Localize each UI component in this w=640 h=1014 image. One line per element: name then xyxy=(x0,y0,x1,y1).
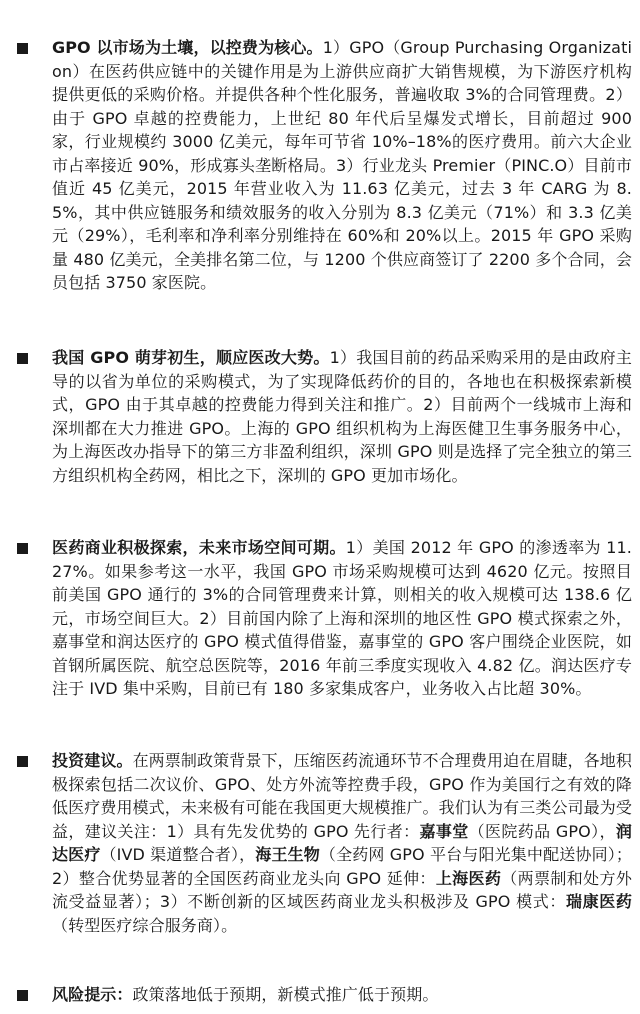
company-name: 上海医药 xyxy=(435,868,502,888)
paragraph-heading: GPO 以市场为土壤，以控费为核心。 xyxy=(52,38,323,57)
paragraph-text xyxy=(52,36,632,295)
bullet-square-icon xyxy=(17,990,28,1001)
company-name: 润达医疗 xyxy=(52,821,632,864)
bullet-square-icon xyxy=(17,543,28,554)
paragraph-text xyxy=(52,983,632,1007)
bullet-square-icon xyxy=(17,756,28,767)
paragraph-body: （全药网 GPO 平台与阳光集中配送协同）；2）整合优势显著的全国医药商业龙头向 GPO 延伸： xyxy=(52,845,632,888)
company-name: 海王生物 xyxy=(255,845,320,864)
company-name: 嘉事堂 xyxy=(419,821,469,841)
paragraph-heading: 风险提示： xyxy=(52,985,133,1004)
paragraph-body: （两票制和处方外流受益显著）；3）不断创新的区域医药商业龙头积极涉及 GPO 模式： xyxy=(52,868,632,911)
paragraph-heading: 我国 GPO 萌芽初生，顺应医改大势。 xyxy=(52,348,330,367)
paragraph-text xyxy=(52,346,632,487)
paragraph-body: （医院药品 GPO）， xyxy=(468,821,616,841)
paragraph-text xyxy=(52,749,632,937)
paragraph-body: （转型医疗综合服务商）。 xyxy=(52,915,238,935)
paragraph-body: 政策落地低于预期，新模式推广低于预期。 xyxy=(132,985,439,1004)
paragraph-body: 在两票制政策背景下，压缩医药流通环节不合理费用迫在眉睫，各地积极探索包括二次议价、GPO、处方外流等控费手段，GPO 作为美国行之有效的降低医疗费用模式，未来极有可能在我国更大规模推广。我们认为有三类公司最为受益，建议关注：1）具有先发优势的 GPO 先行者： xyxy=(52,751,632,841)
paragraph-heading: 医药商业积极探索，未来市场空间可期。 xyxy=(52,538,346,557)
company-name: 瑞康医药 xyxy=(566,892,632,911)
paragraph-body: 1）我国目前的药品采购采用的是由政府主导的以省为单位的采购模式，为了实现降低药价的目的，各地也在积极探索新模式，GPO 由于其卓越的控费能力得到关注和推广。2）目前两个一线城市上海和深圳都在大力推进 GPO。上海的 GPO 组织机构为上海医健卫生事务服务中心，为上海医改办指导下的第三方非盈利组织，深圳 GPO 则是选择了完全独立的第三方组织机构全药网，相比之下，深圳的 GPO 更加市场化。 xyxy=(52,348,632,485)
bullet-square-icon xyxy=(17,43,28,54)
paragraph-body: （IVD 渠道整合者）， xyxy=(100,845,256,864)
paragraph-text xyxy=(52,536,632,701)
paragraph-body: 1）美国 2012 年 GPO 的渗透率为 11.27%。如果参考这一水平，我国 GPO 市场采购规模可达到 4620 亿元。按照目前美国 GPO 通行的 3%的合同管理费来计算，则相关的收入规模可达 138.6 亿元，市场空间巨大。2）目前国内除了上海和深圳的地区性 GPO 模式探索之外，嘉事堂和润达医疗的 GPO 模式值得借鉴，嘉事堂的 GPO 客户围绕企业医院，如首钢所属医院、航空总医院等，2016 年前三季度实现收入 4.82 亿。润达医疗专注于 IVD 集中采购，目前已有 180 多家集成客户，业务收入占比超 30%。 xyxy=(52,538,632,698)
bullet-square-icon xyxy=(17,353,28,364)
paragraph-heading: 投资建议。 xyxy=(52,751,133,770)
paragraph-body: 1）GPO（Group Purchasing Organization）在医药供应链中的关键作用是为上游供应商扩大销售规模，为下游医疗机构提供更低的采购价格。并提供各种个性化服务，普遍收取 3%的合同管理费。2）由于 GPO 卓越的控费能力，上世纪 80 年代后呈爆发式增长，目前超过 900 家，行业规模约 3000 亿美元，每年可节省 10%–18%的医疗费用。前六大企业市占率接近 90%，形成寡头垄断格局。3）行业龙头 Premier（PINC.O）目前市值近 45 亿美元，2015 年营业收入为 11.63 亿美元，过去 3 年 CARG 为 8.5%，其中供应链服务和绩效服务的收入分别为 8.3 亿美元（71%）和 3.3 亿美元（29%），毛利率和净利率分别维持在 60%和 20%以上。2015 年 GPO 采购量 480 亿美元，全美排名第二位，与 1200 个供应商签订了 2200 多个合同，会员包括 3750 家医院。 xyxy=(52,38,632,292)
